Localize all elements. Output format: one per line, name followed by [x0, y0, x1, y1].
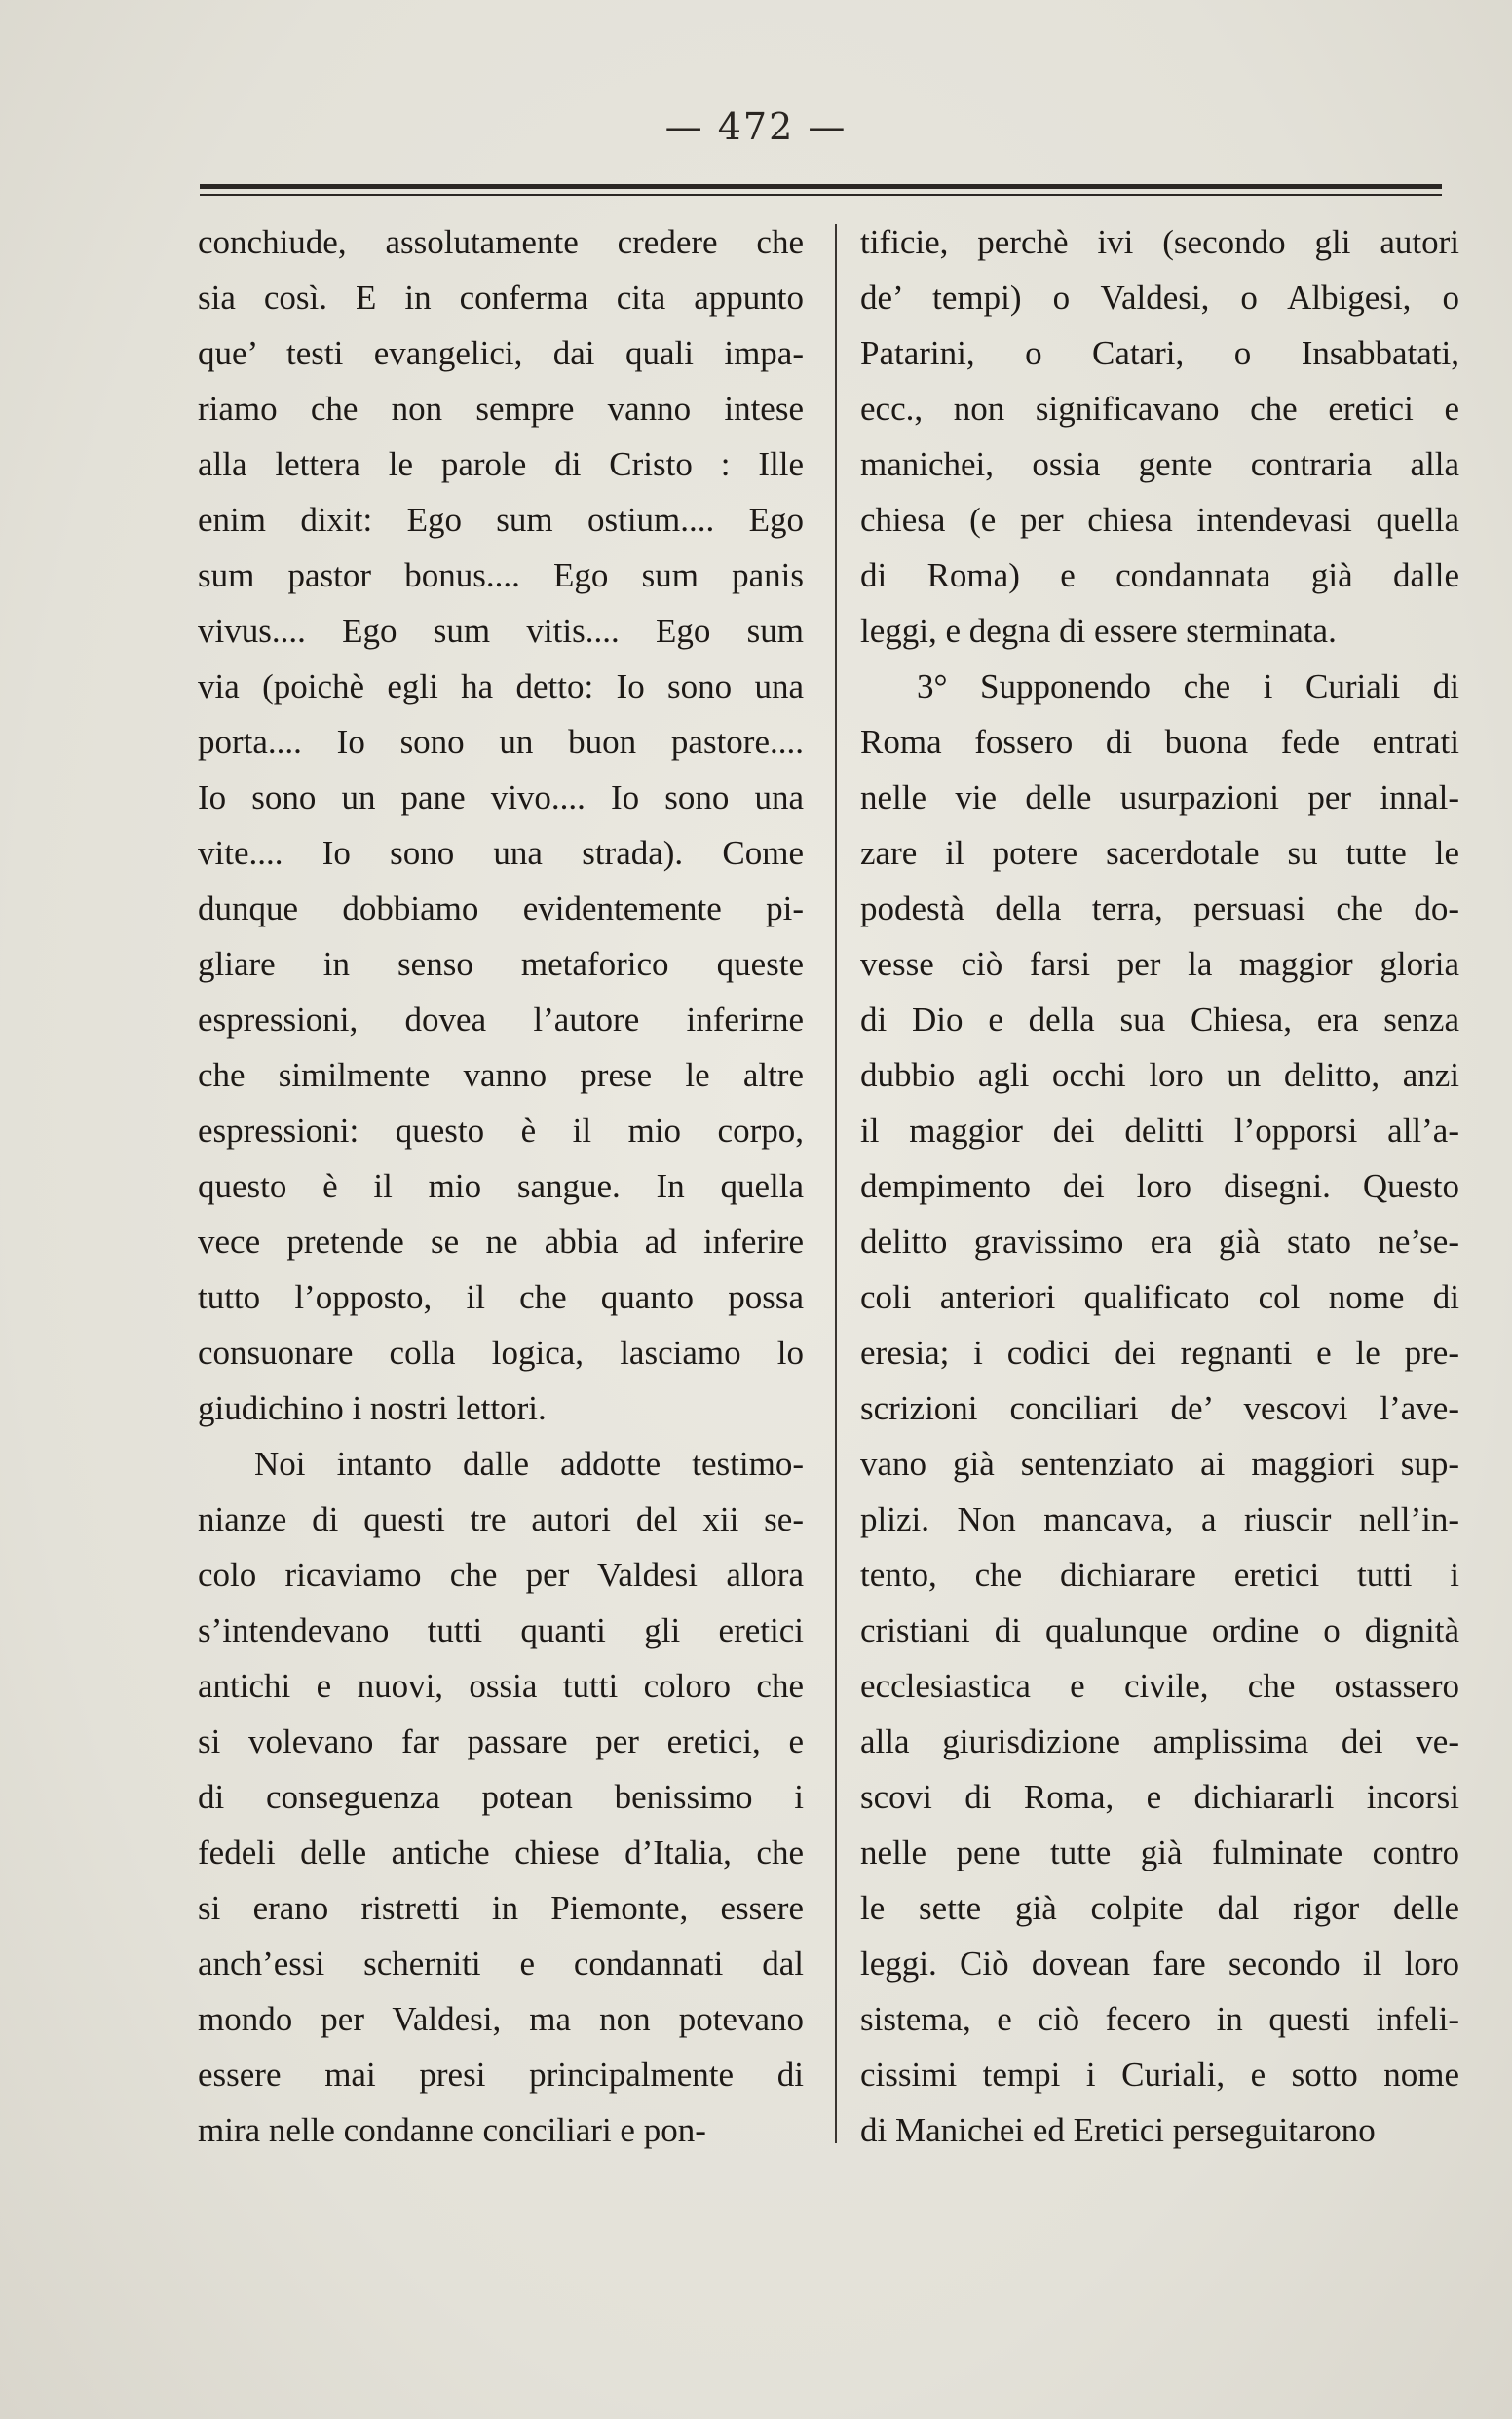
- text-line: scrizioni conciliari de’ vescovi l’ave-: [860, 1389, 1459, 1427]
- text-line: leggi, e degna di essere sterminata.: [860, 612, 1337, 650]
- text-line: riamo che non sempre vanno intese: [198, 390, 804, 428]
- text-line: consuonare colla logica, lasciamo lo: [198, 1334, 804, 1372]
- text-line: plizi. Non mancava, a riuscir nell’in-: [860, 1500, 1459, 1538]
- text-line: essere mai presi principalmente di: [198, 2056, 804, 2094]
- text-line: le sette già colpite dal rigor delle: [860, 1889, 1459, 1927]
- text-line: porta.... Io sono un buon pastore....: [198, 723, 804, 761]
- text-line: dubbio agli occhi loro un delitto, anzi: [860, 1056, 1459, 1094]
- text-line: si erano ristretti in Piemonte, essere: [198, 1889, 804, 1927]
- text-line: 3° Supponendo che i Curiali di: [917, 667, 1459, 705]
- text-line: Noi intanto dalle addotte testimo-: [254, 1445, 804, 1483]
- text-line: coli anteriori qualificato col nome di: [860, 1278, 1459, 1316]
- text-line: conchiude, assolutamente credere che: [198, 223, 804, 261]
- text-line: ecclesiastica e civile, che ostassero: [860, 1667, 1459, 1705]
- text-line: vece pretende se ne abbia ad inferire: [198, 1223, 804, 1261]
- text-line: mira nelle condanne conciliari e pon-: [198, 2111, 706, 2149]
- text-line: eresia; i codici dei regnanti e le pre-: [860, 1334, 1459, 1372]
- text-line: Patarini, o Catari, o Insabbatati,: [860, 334, 1459, 372]
- text-line: nelle pene tutte già fulminate contro: [860, 1833, 1459, 1871]
- text-line: questo è il mio sangue. In quella: [198, 1167, 804, 1205]
- text-line: vesse ciò farsi per la maggior gloria: [860, 945, 1459, 983]
- text-line: chiesa (e per chiesa intendevasi quella: [860, 501, 1459, 539]
- text-line: tento, che dichiarare eretici tutti i: [860, 1556, 1459, 1594]
- text-line: fedeli delle antiche chiese d’Italia, che: [198, 1833, 804, 1871]
- text-line: di conseguenza potean benissimo i: [198, 1778, 804, 1816]
- text-line: Roma fossero di buona fede entrati: [860, 723, 1459, 761]
- page-number: — 472 —: [664, 105, 848, 148]
- text-line: scovi di Roma, e dichiararli incorsi: [860, 1778, 1459, 1816]
- text-line: dempimento dei loro disegni. Questo: [860, 1167, 1459, 1205]
- text-line: Io sono un pane vivo.... Io sono una: [198, 778, 804, 816]
- text-line: alla lettera le parole di Cristo : Ille: [198, 445, 804, 483]
- text-line: colo ricaviamo che per Valdesi allora: [198, 1556, 804, 1594]
- text-line: via (poichè egli ha detto: Io sono una: [198, 667, 804, 705]
- text-line: anch’essi scherniti e condannati dal: [198, 1945, 804, 1983]
- text-line: cristiani di qualunque ordine o dignità: [860, 1611, 1459, 1649]
- left-column: [198, 214, 804, 2158]
- text-line: podestà della terra, persuasi che do-: [860, 889, 1459, 927]
- text-line: de’ tempi) o Valdesi, o Albigesi, o: [860, 279, 1459, 317]
- text-line: tutto l’opposto, il che quanto possa: [198, 1278, 804, 1316]
- header-rule-thin: [200, 194, 1442, 196]
- text-line: di Dio e della sua Chiesa, era senza: [860, 1001, 1459, 1039]
- text-line: que’ testi evangelici, dai quali impa-: [198, 334, 804, 372]
- text-line: antichi e nuovi, ossia tutti coloro che: [198, 1667, 804, 1705]
- text-line: giudichino i nostri lettori.: [198, 1389, 547, 1427]
- text-line: tificie, perchè ivi (secondo gli autori: [860, 223, 1459, 261]
- text-line: manichei, ossia gente contraria alla: [860, 445, 1459, 483]
- text-line: s’intendevano tutti quanti gli eretici: [198, 1611, 804, 1649]
- text-line: espressioni, dovea l’autore inferirne: [198, 1001, 804, 1039]
- column-divider: [835, 224, 837, 2143]
- text-line: leggi. Ciò dovean fare secondo il loro: [860, 1945, 1459, 1983]
- text-line: ecc., non significavano che eretici e: [860, 390, 1459, 428]
- text-line: delitto gravissimo era già stato ne’se-: [860, 1223, 1459, 1261]
- text-line: cissimi tempi i Curiali, e sotto nome: [860, 2056, 1459, 2094]
- text-line: vano già sentenziato ai maggiori sup-: [860, 1445, 1459, 1483]
- text-line: sia così. E in conferma cita appunto: [198, 279, 804, 317]
- text-line: mondo per Valdesi, ma non potevano: [198, 2000, 804, 2038]
- text-line: di Roma) e condannata già dalle: [860, 556, 1459, 594]
- text-line: alla giurisdizione amplissima dei ve-: [860, 1722, 1459, 1760]
- text-line: vivus.... Ego sum vitis.... Ego sum: [198, 612, 804, 650]
- text-line: sistema, e ciò fecero in questi infeli-: [860, 2000, 1459, 2038]
- text-line: nianze di questi tre autori del xii se-: [198, 1500, 804, 1538]
- text-line: nelle vie delle usurpazioni per innal-: [860, 778, 1459, 816]
- header-rule-thick: [200, 184, 1442, 189]
- text-line: si volevano far passare per eretici, e: [198, 1722, 804, 1760]
- text-line: che similmente vanno prese le altre: [198, 1056, 804, 1094]
- right-column: [860, 214, 1459, 2158]
- text-line: dunque dobbiamo evidentemente pi-: [198, 889, 804, 927]
- text-line: sum pastor bonus.... Ego sum panis: [198, 556, 804, 594]
- text-line: zare il potere sacerdotale su tutte le: [860, 834, 1459, 872]
- text-line: vite.... Io sono una strada). Come: [198, 834, 804, 872]
- text-line: di Manichei ed Eretici perseguitarono: [860, 2111, 1376, 2149]
- text-line: enim dixit: Ego sum ostium.... Ego: [198, 501, 804, 539]
- text-line: gliare in senso metaforico queste: [198, 945, 804, 983]
- text-line: espressioni: questo è il mio corpo,: [198, 1112, 804, 1150]
- text-line: il maggior dei delitti l’opporsi all’a-: [860, 1112, 1459, 1150]
